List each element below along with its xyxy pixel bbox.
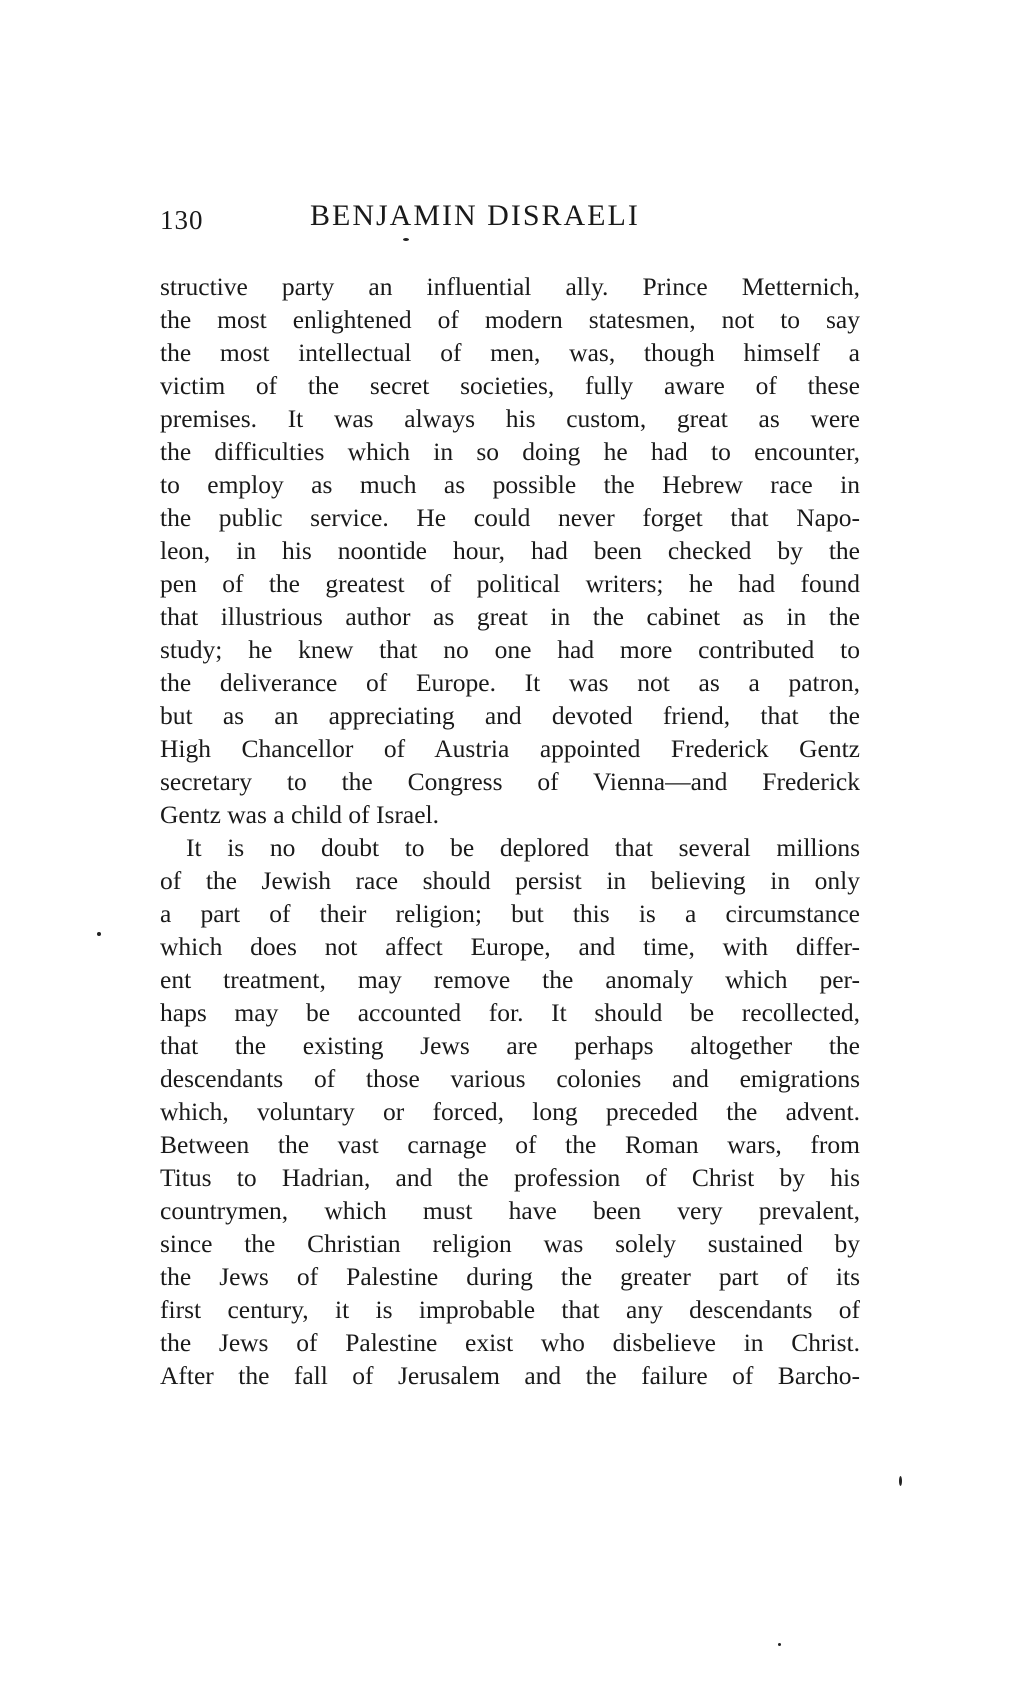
text-line: Between the vast carnage of the Roman wars, from bbox=[160, 1130, 860, 1159]
text-line: Gentz was a child of Israel. bbox=[160, 800, 439, 829]
text-line: secretary to the Congress of Vienna—and Frederick bbox=[160, 767, 860, 796]
text-line: which, voluntary or forced, long preceded the advent. bbox=[160, 1097, 860, 1126]
text-line: descendants of those various colonies and emigrations bbox=[160, 1064, 860, 1093]
text-line: to employ as much as possible the Hebrew race in bbox=[160, 470, 860, 499]
text-line: that the existing Jews are perhaps altogether the bbox=[160, 1031, 860, 1060]
paragraph bbox=[160, 831, 860, 1392]
text-line: haps may be accounted for. It should be recollected, bbox=[160, 998, 860, 1027]
text-line: structive party an influential ally. Prince Metternich, bbox=[160, 272, 860, 301]
text-line: ent treatment, may remove the anomaly which per- bbox=[160, 965, 860, 994]
text-line: first century, it is improbable that any descendants of bbox=[160, 1295, 860, 1324]
text-line: leon, in his noontide hour, had been checked by the bbox=[160, 536, 860, 565]
text-line: the difficulties which in so doing he had to encounter, bbox=[160, 437, 860, 466]
text-line: since the Christian religion was solely sustained by bbox=[160, 1229, 860, 1258]
text-line: study; he knew that no one had more contributed to bbox=[160, 635, 860, 664]
page-number: 130 bbox=[160, 205, 204, 235]
scan-speck bbox=[778, 1643, 781, 1646]
text-line: victim of the secret societies, fully aware of these bbox=[160, 371, 860, 400]
text-line: countrymen, which must have been very prevalent, bbox=[160, 1196, 860, 1225]
scan-speck bbox=[97, 932, 101, 936]
text-line: a part of their religion; but this is a circumstance bbox=[160, 899, 860, 928]
text-line: of the Jewish race should persist in believing in only bbox=[160, 866, 860, 895]
text-line: It is no doubt to be deplored that several millions bbox=[186, 833, 860, 862]
body-text bbox=[160, 270, 860, 1392]
text-line: the Jews of Palestine during the greater part of its bbox=[160, 1262, 860, 1291]
text-line: the most enlightened of modern statesmen, not to say bbox=[160, 305, 860, 334]
text-line: After the fall of Jerusalem and the failure of Barcho- bbox=[160, 1361, 860, 1390]
text-line: the most intellectual of men, was, though himself a bbox=[160, 338, 860, 367]
running-title: BENJAMIN DISRAELI bbox=[310, 199, 640, 232]
text-line: premises. It was always his custom, great as were bbox=[160, 404, 860, 433]
text-line: the deliverance of Europe. It was not as a patron, bbox=[160, 668, 860, 697]
text-line: which does not affect Europe, and time, with differ- bbox=[160, 932, 860, 961]
paragraph bbox=[160, 270, 860, 831]
running-head bbox=[160, 199, 860, 243]
scan-speck bbox=[403, 238, 409, 241]
text-line: Titus to Hadrian, and the profession of Christ by his bbox=[160, 1163, 860, 1192]
text-line: pen of the greatest of political writers; he had found bbox=[160, 569, 860, 598]
scan-speck bbox=[899, 1476, 902, 1486]
text-line: High Chancellor of Austria appointed Frederick Gentz bbox=[160, 734, 860, 763]
text-line: but as an appreciating and devoted friend, that the bbox=[160, 701, 860, 730]
text-line: the Jews of Palestine exist who disbelieve in Christ. bbox=[160, 1328, 860, 1357]
text-line: the public service. He could never forget that Napo- bbox=[160, 503, 860, 532]
text-line: that illustrious author as great in the cabinet as in the bbox=[160, 602, 860, 631]
